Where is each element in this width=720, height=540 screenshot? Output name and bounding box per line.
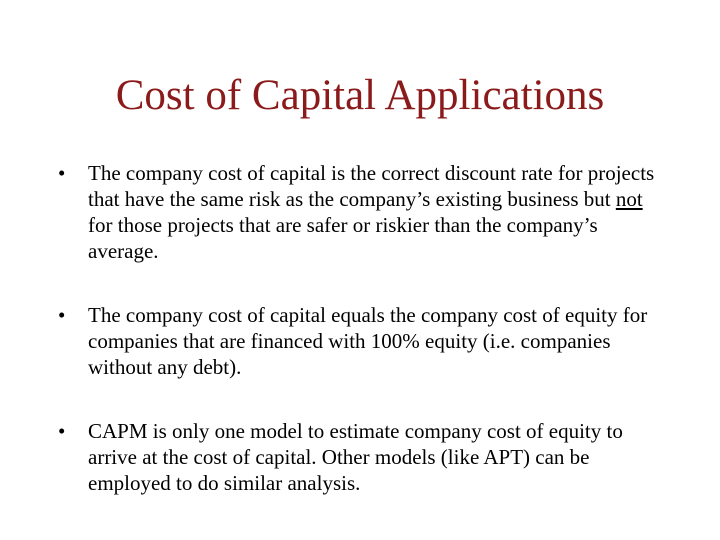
bullet-dot-icon: •: [58, 419, 66, 443]
bullet-list: [58, 160, 668, 496]
bullet-text: The company cost of capital equals the company cost of equity for companies that are financed with 100% equity (i.e. companies without any debt).: [88, 303, 648, 379]
bullet-text-after: for those projects that are safer or riskier than the company’s average.: [88, 213, 598, 263]
bullet-dot-icon: •: [58, 303, 66, 327]
bullet-item-3: [58, 418, 668, 496]
bullet-text: CAPM is only one model to estimate company cost of equity to arrive at the cost of capital. Other models (like APT) can be employed to do similar analysis.: [88, 419, 623, 495]
bullet-item-2: [58, 302, 668, 380]
bullet-dot-icon: •: [58, 161, 66, 185]
bullet-text-emphasis: not: [615, 187, 643, 211]
bullet-item-1: [58, 160, 668, 264]
bullet-text-before: The company cost of capital is the correct discount rate for projects that have the same risk as the company’s existing business but: [88, 161, 655, 211]
slide-title: Cost of Capital Applications: [115, 72, 605, 119]
